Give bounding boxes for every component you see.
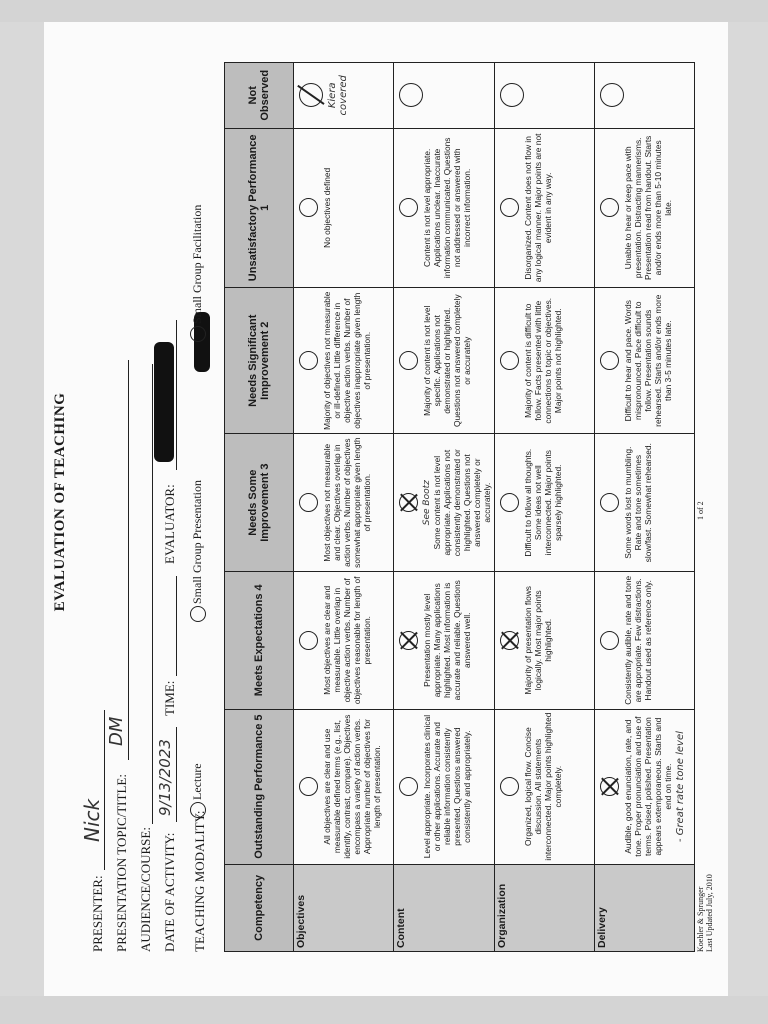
audience-line <box>152 364 153 824</box>
rating-circle-icon <box>600 351 619 370</box>
rating-circle-icon <box>299 631 318 650</box>
rubric-row-content <box>394 63 495 952</box>
marked-circle-icon <box>299 83 323 107</box>
rating-cell: Majority of objectives not measurable or ill-defined. Little difference in objective action verbs. Number of objectives inappropriate given length of presentation. <box>294 288 394 434</box>
rating-cell: Consistently audible, rate and tone are appropriate. Few distractions. Handout used as reference only. <box>595 571 695 709</box>
modality-option-small-group-presentation: Small Group Presentation <box>190 480 206 622</box>
rating-cell: Presentation mostly level appropriate. Many applications highlighted. Most information is accurate and reliable. Questions answered well. <box>394 571 495 709</box>
rating-circle-icon <box>299 777 318 796</box>
rating-cell: Some words lost to mumbling. Rate and tone sometimes slow/fast. Somewhat rehearsed. <box>595 434 695 572</box>
page-number: 1 of 2 <box>696 501 705 520</box>
rating-cell: Majority of content is difficult to follow. Facts presented with little connections to topic or objectives. Major points not highlighted. <box>495 288 595 434</box>
rating-circle-icon <box>600 493 619 512</box>
scan-top-band <box>0 0 768 22</box>
radio-circle-icon <box>190 326 206 342</box>
time-line <box>176 576 177 676</box>
modality-label: TEACHING MODALITY: <box>192 810 207 952</box>
rating-circle-icon <box>600 631 619 650</box>
rating-circle-icon <box>299 198 318 217</box>
evaluator-redaction <box>154 342 174 462</box>
rating-circle-icon <box>399 777 418 796</box>
handwritten-note: - Great rate tone level <box>675 731 686 843</box>
rating-cell: See Bootz Some content is not level appropriate. Applications not consistently demonstrated or highlighted. Questions not answered completely or accurately. <box>394 434 495 572</box>
rubric-row-objectives <box>294 63 394 952</box>
rating-cell: Most objectives are clear and measurable. Little overlap in objective action verbs. Number of objectives reasonable for length of presentation. <box>294 571 394 709</box>
rating-circle-icon <box>399 351 418 370</box>
rating-cell: Majority of content is not level specific. Applications not demonstrated or highlighted. Questions not answered completely or accurately <box>394 288 495 434</box>
modality-option-lecture: Lecture <box>190 763 206 818</box>
rating-cell: Content is not level appropriate. Applications unclear. Inaccurate information communicated. Questions not addressed or answered with incorrect information. <box>394 128 495 287</box>
handwritten-note: Kiera covered <box>327 75 349 116</box>
competency-delivery: Delivery <box>595 864 695 951</box>
rating-circle-icon <box>399 198 418 217</box>
rating-circle-icon <box>500 777 519 796</box>
rating-cell: Most objectives not measurable and clear. Objectives overlap in action verbs. Number of objectives somewhat appropriate given length of presentation. <box>294 434 394 572</box>
rating-circle-icon <box>500 83 524 107</box>
competency-organization: Organization <box>495 864 595 951</box>
competency-content: Content <box>394 864 495 951</box>
header-outstanding: Outstanding Performance 5 <box>225 709 294 864</box>
radio-circle-icon <box>190 606 206 622</box>
header-not-observed: Not Observed <box>225 63 294 129</box>
time-label: TIME: <box>162 680 177 716</box>
rating-circle-icon <box>299 351 318 370</box>
rating-cell: Unable to hear or keep pace with presentation. Distracting mannerisms. Presentation read from handout. Starts and/or ends more than 5-10 minutes late. <box>595 128 695 287</box>
header-needs-some: Needs Some Improvement 3 <box>225 434 294 572</box>
rating-circle-icon <box>500 351 519 370</box>
rating-circle-icon <box>399 83 423 107</box>
radio-circle-icon <box>190 802 206 818</box>
scan-bottom-band <box>0 996 768 1024</box>
topic-value: DM <box>106 716 127 746</box>
rating-cell: No objectives defined <box>294 128 394 287</box>
rating-cell: Majority of presentation flows logically. Most major points highlighted. <box>495 571 595 709</box>
rating-cell: Level appropriate. Incorporates clinical or other applications. Accurate and reliable information consistently presented. Questions answered consistently and appropriately. <box>394 709 495 864</box>
evaluator-label: EVALUATOR: <box>162 484 177 564</box>
checked-circle-icon <box>600 777 619 796</box>
rating-circle-icon <box>600 198 619 217</box>
header-unsatisfactory: Unsatisfactory Performance 1 <box>225 128 294 287</box>
not-observed-cell <box>394 63 495 129</box>
header-competency: Competency <box>225 864 294 951</box>
topic-label: PRESENTATION TOPIC/TITLE: <box>114 774 129 952</box>
evaluation-form-page <box>44 22 728 982</box>
not-observed-cell <box>595 63 695 129</box>
rating-circle-icon <box>500 493 519 512</box>
not-observed-cell <box>294 63 394 129</box>
checked-circle-icon <box>399 631 418 650</box>
form-title: EVALUATION OF TEACHING <box>52 392 68 612</box>
topic-line <box>128 360 129 760</box>
rubric-table <box>224 62 695 952</box>
rubric-header-row <box>225 63 294 952</box>
scanned-sheet <box>44 22 728 996</box>
rating-cell: Organized, logical flow. Concise discussion. All statements interconnected. Major points highlighted completely. <box>495 709 595 864</box>
rating-cell: Difficult to follow all thoughts. Some ideas not well interconnected. Major points sparsely highlighted. <box>495 434 595 572</box>
date-label: DATE OF ACTIVITY: <box>162 832 177 952</box>
header-meets: Meets Expectations 4 <box>225 571 294 709</box>
rating-circle-icon <box>600 83 624 107</box>
rating-cell: Disorganized. Content does not flow in any logical manner. Major points are not evident in any way. <box>495 128 595 287</box>
handwritten-note: See Bootz <box>422 480 432 526</box>
competency-objectives: Objectives <box>294 864 394 951</box>
rating-circle-icon <box>500 198 519 217</box>
rating-cell: All objectives are clear and use measurable defined terms (e.g., list, identify, contrast, compare). Objectives encompass a variety of action verbs. Appropriate number of objectives for length of presentation. <box>294 709 394 864</box>
rubric-row-organization <box>495 63 595 952</box>
checked-circle-icon <box>399 493 418 512</box>
modality-option-small-group-facilitation: Small Group Facilitation <box>190 205 206 342</box>
date-line <box>176 727 177 822</box>
rubric-row-delivery <box>595 63 695 952</box>
checked-circle-icon <box>500 631 519 650</box>
audience-label: AUDIENCE/COURSE: <box>138 827 153 952</box>
evaluator-line <box>176 320 177 470</box>
presenter-label: PRESENTER: <box>90 875 105 952</box>
presenter-line <box>104 710 105 870</box>
not-observed-cell <box>495 63 595 129</box>
rating-cell: Audible, good enunciation, rate, and tone. Proper pronunciation and use of terms. Poised, polished. Presentation appears extemporaneous. Starts and end on time. - Great rate tone level <box>595 709 695 864</box>
rating-cell: Difficult to hear and pace. Words mispronounced. Pace difficult to follow. Presentation sounds rehearsed. Starts and/or ends more than 3-5 minutes late. <box>595 288 695 434</box>
presenter-value: Nick <box>80 798 104 842</box>
date-value: 9/13/2023 <box>156 739 174 816</box>
footer-credits: Koehler & Sprunger Last Updated July, 2010 <box>696 874 714 952</box>
rating-circle-icon <box>299 493 318 512</box>
header-needs-significant: Needs Significant Improvement 2 <box>225 288 294 434</box>
